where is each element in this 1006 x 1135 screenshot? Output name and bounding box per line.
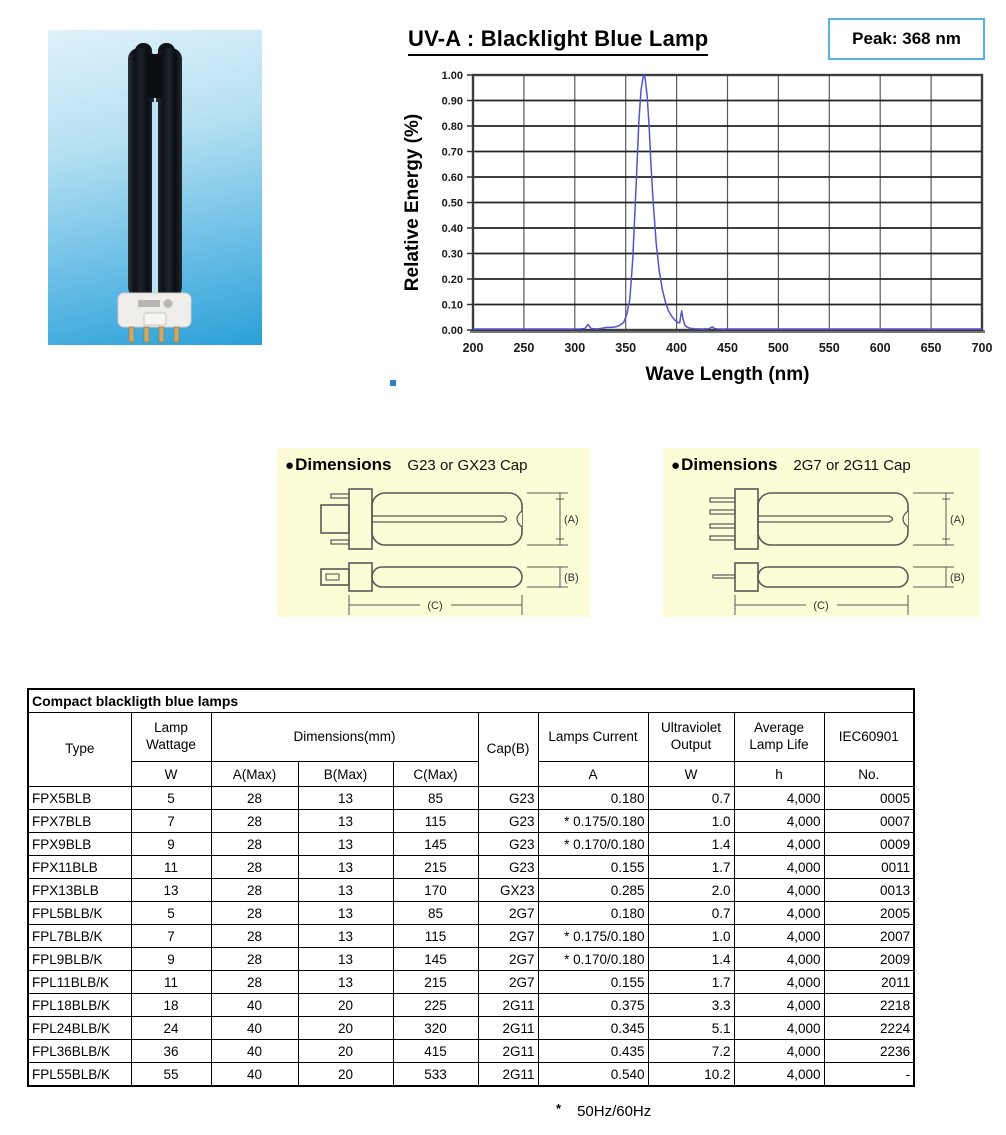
- cell: 24: [131, 1017, 211, 1040]
- y-tick-label: 0.20: [441, 274, 463, 286]
- cell: 5: [131, 787, 211, 810]
- cell: 320: [393, 1017, 478, 1040]
- cell: 215: [393, 971, 478, 994]
- cell: FPL24BLB/K: [28, 1017, 131, 1040]
- unit-wattage: W: [131, 762, 211, 787]
- cell: 13: [298, 948, 393, 971]
- cell: 1.0: [648, 925, 734, 948]
- lamp-photo-image: [48, 30, 262, 345]
- y-tick-label: 1.00: [441, 70, 463, 82]
- cell: 4,000: [734, 1040, 824, 1063]
- cell: 170: [393, 879, 478, 902]
- svg-text:(C): (C): [813, 600, 829, 612]
- cell: 2009: [824, 948, 914, 971]
- cell: 13: [298, 810, 393, 833]
- cell: 0.540: [538, 1063, 648, 1087]
- x-tick-label: 650: [920, 341, 942, 355]
- cell: 4,000: [734, 856, 824, 879]
- cell: 4,000: [734, 925, 824, 948]
- cell: FPL55BLB/K: [28, 1063, 131, 1087]
- cell: 0.7: [648, 787, 734, 810]
- spec-table-section: [27, 688, 915, 1087]
- cell: 28: [211, 787, 298, 810]
- cell: GX23: [478, 879, 538, 902]
- cell: 5.1: [648, 1017, 734, 1040]
- cell: 2011: [824, 971, 914, 994]
- svg-text:(B): (B): [950, 572, 965, 584]
- cell: 20: [298, 1017, 393, 1040]
- cell: 4,000: [734, 1063, 824, 1087]
- cell: 2236: [824, 1040, 914, 1063]
- cell: 7: [131, 925, 211, 948]
- cell: 7: [131, 810, 211, 833]
- cell: 13: [298, 879, 393, 902]
- cell: 4,000: [734, 833, 824, 856]
- cap-type-label: 2G7 or 2G11 Cap: [793, 457, 911, 474]
- col-header-current: Lamps Current: [538, 713, 648, 762]
- dimension-diagram-2g: [663, 475, 980, 617]
- cell: 13: [298, 856, 393, 879]
- cell: 1.4: [648, 948, 734, 971]
- table-row: [28, 856, 914, 879]
- lamp-table-body: [28, 787, 914, 1087]
- cell: 28: [211, 810, 298, 833]
- cell: 13: [298, 833, 393, 856]
- cell: 0.155: [538, 971, 648, 994]
- cell: 2G11: [478, 1040, 538, 1063]
- unit-current: A: [538, 762, 648, 787]
- cell: 28: [211, 925, 298, 948]
- cell: * 0.175/0.180: [538, 925, 648, 948]
- table-row: [28, 971, 914, 994]
- cell: 4,000: [734, 971, 824, 994]
- table-row: [28, 1040, 914, 1063]
- product-photo: [48, 30, 262, 345]
- footnote-marker: *: [556, 1101, 562, 1116]
- cell: FPL5BLB/K: [28, 902, 131, 925]
- cell: 4,000: [734, 902, 824, 925]
- table-row: [28, 787, 914, 810]
- unit-dim-c: C(Max): [393, 762, 478, 787]
- cell: 0.180: [538, 787, 648, 810]
- cell: 28: [211, 948, 298, 971]
- cell: 215: [393, 856, 478, 879]
- cell: 1.4: [648, 833, 734, 856]
- svg-text:(B): (B): [564, 572, 579, 584]
- col-header-cap: Cap(B): [478, 713, 538, 787]
- cell: FPX7BLB: [28, 810, 131, 833]
- col-header-life: Average Lamp Life: [734, 713, 824, 762]
- cell: 2G7: [478, 925, 538, 948]
- cell: 13: [298, 971, 393, 994]
- page-title: UV-A : Blacklight Blue Lamp: [408, 26, 708, 56]
- unit-iec: No.: [824, 762, 914, 787]
- cell: 4,000: [734, 948, 824, 971]
- cell: 2007: [824, 925, 914, 948]
- spectrum-chart: [400, 60, 1006, 395]
- x-tick-label: 250: [513, 341, 535, 355]
- table-row: [28, 925, 914, 948]
- cell: 13: [298, 787, 393, 810]
- col-header-uv: Ultraviolet Output: [648, 713, 734, 762]
- unit-life: h: [734, 762, 824, 787]
- y-tick-label: 0.00: [441, 325, 463, 337]
- cell: 13: [131, 879, 211, 902]
- cell: 7.2: [648, 1040, 734, 1063]
- cell: 0009: [824, 833, 914, 856]
- dimensions-title: ●Dimensions: [671, 455, 778, 474]
- dimensions-title: ●Dimensions: [285, 455, 392, 474]
- cell: 10.2: [648, 1063, 734, 1087]
- cell: 0005: [824, 787, 914, 810]
- footnote-text: 50Hz/60Hz: [577, 1103, 652, 1120]
- y-tick-label: 0.30: [441, 248, 463, 261]
- cell: 2G7: [478, 948, 538, 971]
- cell: 2.0: [648, 879, 734, 902]
- cell: 28: [211, 971, 298, 994]
- cell: 2218: [824, 994, 914, 1017]
- cell: 1.7: [648, 856, 734, 879]
- cell: 115: [393, 925, 478, 948]
- cell: 225: [393, 994, 478, 1017]
- table-row: [28, 994, 914, 1017]
- cell: FPX5BLB: [28, 787, 131, 810]
- cell: 11: [131, 971, 211, 994]
- cell: 4,000: [734, 1017, 824, 1040]
- bullet-icon: ●: [671, 457, 681, 474]
- cell: 28: [211, 856, 298, 879]
- cap-type-label: G23 or GX23 Cap: [407, 457, 528, 474]
- cell: 85: [393, 787, 478, 810]
- cell: 0.7: [648, 902, 734, 925]
- svg-text:(A): (A): [950, 514, 965, 526]
- x-tick-label: 450: [717, 341, 738, 355]
- cell: * 0.170/0.180: [538, 833, 648, 856]
- cell: 40: [211, 994, 298, 1017]
- cell: 4,000: [734, 787, 824, 810]
- cell: 36: [131, 1040, 211, 1063]
- x-axis-label: Wave Length (nm): [645, 364, 810, 385]
- cell: 9: [131, 948, 211, 971]
- y-axis-label: Relative Energy (%): [402, 113, 423, 292]
- cell: 28: [211, 879, 298, 902]
- cell: 1.7: [648, 971, 734, 994]
- cell: 4,000: [734, 994, 824, 1017]
- cell: 13: [298, 925, 393, 948]
- table-row: [28, 902, 914, 925]
- y-tick-label: 0.40: [441, 223, 463, 235]
- bullet-icon: ●: [285, 457, 295, 474]
- cell: FPL7BLB/K: [28, 925, 131, 948]
- cell: 5: [131, 902, 211, 925]
- col-header-wattage: Lamp Wattage: [131, 713, 211, 762]
- cell: 0.345: [538, 1017, 648, 1040]
- svg-text:(A): (A): [564, 514, 579, 526]
- table-row: [28, 879, 914, 902]
- cell: FPL11BLB/K: [28, 971, 131, 994]
- cell: 115: [393, 810, 478, 833]
- col-header-type: Type: [28, 713, 131, 787]
- cell: 9: [131, 833, 211, 856]
- cell: 2G7: [478, 902, 538, 925]
- x-tick-label: 500: [767, 341, 789, 355]
- cell: 3.3: [648, 994, 734, 1017]
- unit-uv: W: [648, 762, 734, 787]
- col-header-iec: IEC60901: [824, 713, 914, 762]
- y-tick-label: 0.60: [441, 172, 463, 184]
- cell: 40: [211, 1040, 298, 1063]
- cell: 533: [393, 1063, 478, 1087]
- table-caption: Compact blackligth blue lamps: [28, 689, 914, 713]
- cell: 0007: [824, 810, 914, 833]
- x-tick-label: 600: [869, 341, 891, 355]
- peak-badge: Peak: 368 nm: [828, 18, 985, 60]
- cell: FPX9BLB: [28, 833, 131, 856]
- cell: 20: [298, 994, 393, 1017]
- cell: 55: [131, 1063, 211, 1087]
- dimension-diagram-g23: [277, 475, 590, 617]
- cell: 2224: [824, 1017, 914, 1040]
- cell: 2G11: [478, 1063, 538, 1087]
- cell: G23: [478, 787, 538, 810]
- table-row: [28, 1063, 914, 1087]
- cell: G23: [478, 833, 538, 856]
- cell: 0.375: [538, 994, 648, 1017]
- table-row: [28, 948, 914, 971]
- dimensions-panel-2g: [663, 448, 980, 617]
- cell: 13: [298, 902, 393, 925]
- col-header-dimensions: Dimensions(mm): [211, 713, 478, 762]
- cell: 0011: [824, 856, 914, 879]
- cell: 11: [131, 856, 211, 879]
- cell: 85: [393, 902, 478, 925]
- cell: 2G7: [478, 971, 538, 994]
- x-tick-label: 350: [615, 341, 637, 355]
- y-tick-label: 0.80: [441, 121, 463, 133]
- unit-dim-a: A(Max): [211, 762, 298, 787]
- cell: G23: [478, 810, 538, 833]
- dimensions-panel-g23: [277, 448, 590, 617]
- x-tick-label: 300: [564, 341, 586, 355]
- cell: FPX11BLB: [28, 856, 131, 879]
- cell: 28: [211, 902, 298, 925]
- cell: -: [824, 1063, 914, 1087]
- y-tick-label: 0.90: [441, 95, 463, 108]
- x-tick-label: 550: [818, 341, 840, 355]
- cell: 40: [211, 1017, 298, 1040]
- cell: 28: [211, 833, 298, 856]
- cell: FPX13BLB: [28, 879, 131, 902]
- unit-dim-b: B(Max): [298, 762, 393, 787]
- table-row: [28, 810, 914, 833]
- cell: 4,000: [734, 879, 824, 902]
- dimensions-heading: [671, 455, 976, 475]
- cell: FPL36BLB/K: [28, 1040, 131, 1063]
- cell: 145: [393, 833, 478, 856]
- cell: 0.285: [538, 879, 648, 902]
- cell: 2G11: [478, 994, 538, 1017]
- y-tick-label: 0.70: [441, 146, 463, 159]
- cell: FPL18BLB/K: [28, 994, 131, 1017]
- x-tick-label: 700: [971, 341, 993, 355]
- cell: 0013: [824, 879, 914, 902]
- stray-mark: [390, 380, 396, 386]
- cell: 4,000: [734, 810, 824, 833]
- cell: * 0.175/0.180: [538, 810, 648, 833]
- svg-text:(C): (C): [427, 600, 443, 612]
- cell: 0.180: [538, 902, 648, 925]
- cell: 20: [298, 1040, 393, 1063]
- x-tick-label: 400: [666, 341, 688, 355]
- cell: * 0.170/0.180: [538, 948, 648, 971]
- dimensions-heading: [285, 455, 586, 475]
- cell: 145: [393, 948, 478, 971]
- cell: 20: [298, 1063, 393, 1087]
- cell: 2005: [824, 902, 914, 925]
- cell: 415: [393, 1040, 478, 1063]
- table-row: [28, 833, 914, 856]
- table-row: [28, 1017, 914, 1040]
- cell: 0.435: [538, 1040, 648, 1063]
- cell: 18: [131, 994, 211, 1017]
- footnote: [556, 1101, 651, 1120]
- cell: 1.0: [648, 810, 734, 833]
- cell: 0.155: [538, 856, 648, 879]
- x-tick-label: 200: [462, 341, 484, 355]
- y-tick-label: 0.50: [441, 197, 463, 210]
- cell: G23: [478, 856, 538, 879]
- lamp-spec-table: [27, 688, 915, 1087]
- cell: FPL9BLB/K: [28, 948, 131, 971]
- cell: 2G11: [478, 1017, 538, 1040]
- y-tick-label: 0.10: [441, 299, 463, 312]
- cell: 40: [211, 1063, 298, 1087]
